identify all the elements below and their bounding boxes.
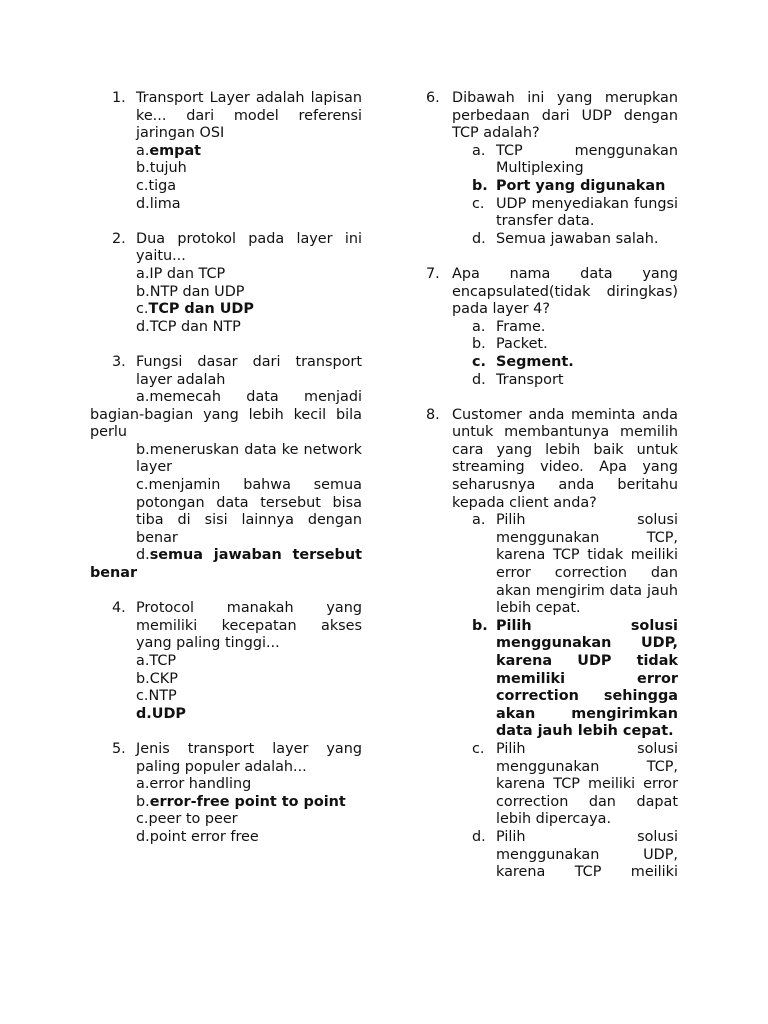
option-a: a.empat: [136, 142, 202, 159]
question-text: Fungsi dasar dari transport layer adalah: [136, 353, 362, 388]
option-b: b.NTP dan UDP: [136, 283, 245, 300]
option-d: d. Pilih solusi menggunakan UDP, karena TCP meiliki: [472, 828, 678, 881]
question-number: 5.: [112, 740, 126, 757]
option-c: c. Segment.: [472, 354, 678, 372]
option-c: c. UDP menyediakan fungsi transfer data.: [472, 195, 678, 230]
correct-answer: TCP dan UDP: [148, 301, 254, 318]
question-number: 8.: [426, 406, 440, 423]
option-c: c.peer to peer: [136, 811, 238, 828]
question-text: Dua protokol pada layer ini yaitu...: [136, 230, 362, 265]
option-b: b. Pilih solusi menggunakan UDP, karena UDP tidak memiliki error correction sehingga akan mengirimkan data jauh lebih cepat.: [472, 617, 678, 740]
option-a: a. Frame.: [472, 318, 546, 335]
option-c: c.TCP dan UDP: [136, 301, 254, 318]
question-1: [90, 90, 362, 213]
correct-answer: Segment.: [496, 353, 574, 370]
option-d: d. Semua jawaban salah.: [472, 230, 659, 247]
option-a: a.error handling: [136, 776, 252, 793]
option-c: c.menjamin bahwa semua potongan data tersebut bisa tiba di sisi lainnya dengan benar: [136, 477, 362, 546]
option-c: c.NTP: [136, 688, 177, 705]
correct-answer: Pilih solusi menggunakan UDP, karena UDP tidak memiliki error correction sehingga akan mengirimkan data jauh lebih cepat.: [496, 617, 678, 740]
question-text: Protocol manakah yang memiliki kecepatan akses yang paling tinggi...: [136, 600, 362, 652]
option-a: a.IP dan TCP: [136, 265, 226, 282]
question-2: [90, 231, 362, 337]
question-6-options: [426, 143, 678, 249]
question-text: Apa nama data yang encapsulated(tidak diringkas) pada layer 4?: [452, 265, 678, 318]
option-b: b.error-free point to point: [136, 793, 346, 810]
option-a: a. Pilih solusi menggunakan TCP, karena TCP tidak meiliki error correction dan akan mengirim data jauh lebih cepat.: [472, 512, 678, 617]
left-column: [90, 90, 362, 847]
question-number: 7.: [426, 265, 440, 282]
question-number: 4.: [112, 600, 126, 617]
correct-answer: error-free point to point: [149, 793, 346, 810]
question-7-options: [426, 319, 678, 389]
option-d: d. Transport: [472, 371, 564, 388]
option-a: a. TCP menggunakan Multiplexing: [472, 142, 678, 177]
question-6: [426, 90, 678, 143]
question-8: [426, 407, 678, 513]
option-a: a.memecah data menjadi bagian-bagian yang lebih kecil bila perlu: [90, 389, 362, 441]
option-b: b. Port yang digunakan: [472, 178, 678, 196]
correct-answer: semua jawaban tersebut: [149, 547, 362, 564]
question-number: 3.: [112, 353, 126, 370]
option-b: b.tujuh: [136, 160, 187, 177]
option-d: d.UDP: [136, 705, 186, 722]
correct-answer: Port yang digunakan: [496, 177, 666, 194]
question-3: [90, 354, 362, 583]
correct-answer-cont: benar: [90, 565, 138, 582]
question-number: 1.: [112, 90, 126, 106]
question-text: Transport Layer adalah lapisan ke... dari model referensi jaringan OSI: [136, 90, 362, 142]
option-b: b.CKP: [136, 670, 178, 687]
question-text: Jenis transport layer yang paling populer adalah...: [136, 740, 362, 775]
question-4: [90, 600, 362, 723]
right-column: [426, 90, 678, 882]
option-c: c.tiga: [136, 177, 177, 194]
question-text: Customer anda meminta anda untuk membantunya memilih cara yang lebih baik untuk streaming video. Apa yang seharusnya anda beritahu kepada client anda?: [452, 406, 678, 511]
option-d: d.semua jawaban tersebut benar: [90, 547, 362, 582]
question-number: 6.: [426, 90, 440, 106]
option-c: c. Pilih solusi menggunakan TCP, karena TCP meiliki error correction dan dapat lebih dipercaya.: [472, 740, 678, 828]
option-b: b. Packet.: [472, 336, 548, 353]
correct-answer: empat: [149, 142, 202, 159]
option-d: d.lima: [136, 195, 181, 212]
question-number: 2.: [112, 230, 126, 247]
question-8-options: [426, 512, 678, 881]
option-d: d.TCP dan NTP: [136, 318, 241, 335]
option-a: a.TCP: [136, 653, 177, 669]
question-7: [426, 266, 678, 319]
option-b: b.meneruskan data ke network layer: [136, 441, 362, 476]
question-5: [90, 741, 362, 847]
option-d: d.point error free: [136, 828, 259, 845]
question-text: Dibawah ini yang merupkan perbedaan dari UDP dengan TCP adalah?: [452, 90, 678, 142]
